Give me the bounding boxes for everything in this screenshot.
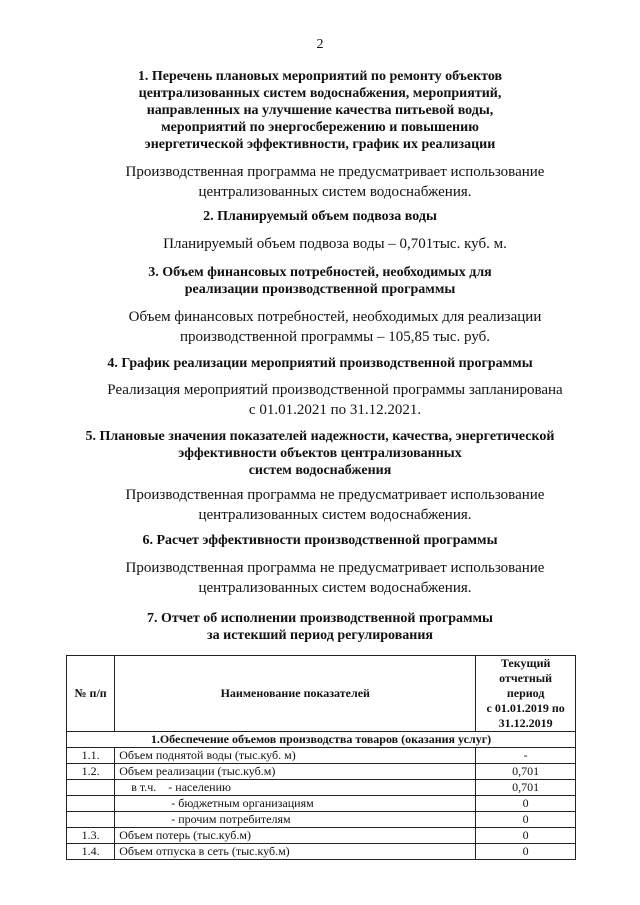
section-6-text-line: Производственная программа не предусматривает использование <box>125 560 545 576</box>
section-7-title-line: за истекший период регулирования <box>207 628 433 643</box>
table-row <box>67 828 576 844</box>
row-name: - бюджетным организациям <box>115 796 476 812</box>
section-5-title-line: систем водоснабжения <box>248 463 392 478</box>
row-name: Объем потерь (тыс.куб.м) <box>115 828 476 844</box>
row-name: Объем поднятой воды (тыс.куб. м) <box>115 748 476 764</box>
row-name: Объем отпуска в сеть (тыс.куб.м) <box>115 844 476 860</box>
section-5-text <box>0 485 640 525</box>
section-1-title-line: 1. Перечень плановых мероприятий по ремонту объектов <box>137 69 503 84</box>
section-3-title-line: реализации производственной программы <box>184 282 456 297</box>
page-number: 2 <box>316 37 324 52</box>
section-2-text: Планируемый объем подвоза воды – 0,701тыс. куб. м. <box>163 236 507 252</box>
row-value: 0,701 <box>476 780 576 796</box>
table-header-row <box>67 656 576 732</box>
section-4-text-line: с 01.01.2021 по 31.12.2021. <box>248 402 422 418</box>
section-3-title <box>0 264 640 298</box>
section-5-title-line: 5. Плановые значения показателей надежности, качества, энергетической <box>85 429 555 444</box>
row-value: 0 <box>476 796 576 812</box>
header-period-line: отчетный период <box>499 671 553 700</box>
header-period-line: с 01.01.2019 по <box>486 701 565 715</box>
row-name: Объем реализации (тыс.куб.м) <box>115 764 476 780</box>
section-4-text-line: Реализация мероприятий производственной программы запланирована <box>107 382 563 398</box>
table-row <box>67 812 576 828</box>
header-name: Наименование показателей <box>115 656 476 732</box>
section-1-title-line: направленных на улучшение качества питьевой воды, <box>146 103 494 118</box>
row-num <box>67 812 115 828</box>
report-table <box>66 655 576 860</box>
row-name: в т.ч. - населению <box>115 780 476 796</box>
section-1-title-line: мероприятий по энергосбережению и повышению <box>161 120 479 135</box>
section-1-text-line: централизованных систем водоснабжения. <box>198 184 472 200</box>
section-3-title-line: 3. Объем финансовых потребностей, необходимых для <box>148 265 492 280</box>
section-6-text <box>0 558 640 598</box>
section-5-title-line: эффективности объектов централизованных <box>178 446 462 461</box>
table-row <box>67 796 576 812</box>
section-1-title-line: централизованных систем водоснабжения, мероприятий, <box>138 86 502 101</box>
section-3-text-line: производственной программы – 105,85 тыс. руб. <box>179 329 491 345</box>
section-5-text-line: Производственная программа не предусматривает использование <box>125 487 545 503</box>
section-4-text <box>0 380 640 420</box>
row-value: - <box>476 748 576 764</box>
table-section-row <box>67 732 576 748</box>
row-num: 1.3. <box>67 828 115 844</box>
section-7-title <box>0 610 640 644</box>
table-row <box>67 748 576 764</box>
section-1-text-line: Производственная программа не предусматривает использование <box>125 164 545 180</box>
section-6-text-line: централизованных систем водоснабжения. <box>198 580 472 596</box>
header-period-line: Текущий <box>500 656 551 670</box>
row-num: 1.1. <box>67 748 115 764</box>
section-6-title: 6. Расчет эффективности производственной программы <box>142 533 498 548</box>
section-2-title: 2. Планируемый объем подвоза воды <box>203 209 437 224</box>
row-value: 0,701 <box>476 764 576 780</box>
table-row <box>67 764 576 780</box>
row-value: 0 <box>476 812 576 828</box>
row-num: 1.4. <box>67 844 115 860</box>
section-1-text <box>0 162 640 202</box>
row-num <box>67 796 115 812</box>
table-row <box>67 780 576 796</box>
row-num: 1.2. <box>67 764 115 780</box>
section-5-title <box>0 428 640 479</box>
header-period-line: 31.12.2019 <box>498 716 553 730</box>
section-3-text-line: Объем финансовых потребностей, необходимых для реализации <box>128 309 542 325</box>
header-num: № п/п <box>67 656 115 732</box>
section-4-title: 4. График реализации мероприятий производственной программы <box>107 356 533 371</box>
section-1-title-line: энергетической эффективности, график их реализации <box>144 137 496 152</box>
header-period <box>476 656 576 732</box>
section-3-text <box>0 307 640 347</box>
section-1-title <box>0 68 640 153</box>
row-value: 0 <box>476 844 576 860</box>
table-row <box>67 844 576 860</box>
section-5-text-line: централизованных систем водоснабжения. <box>198 507 472 523</box>
section-7-title-line: 7. Отчет об исполнении производственной программы <box>146 611 493 626</box>
table-section-label: 1.Обеспечение объемов производства товаров (оказания услуг) <box>67 732 576 748</box>
row-num <box>67 780 115 796</box>
row-name: - прочим потребителям <box>115 812 476 828</box>
row-value: 0 <box>476 828 576 844</box>
